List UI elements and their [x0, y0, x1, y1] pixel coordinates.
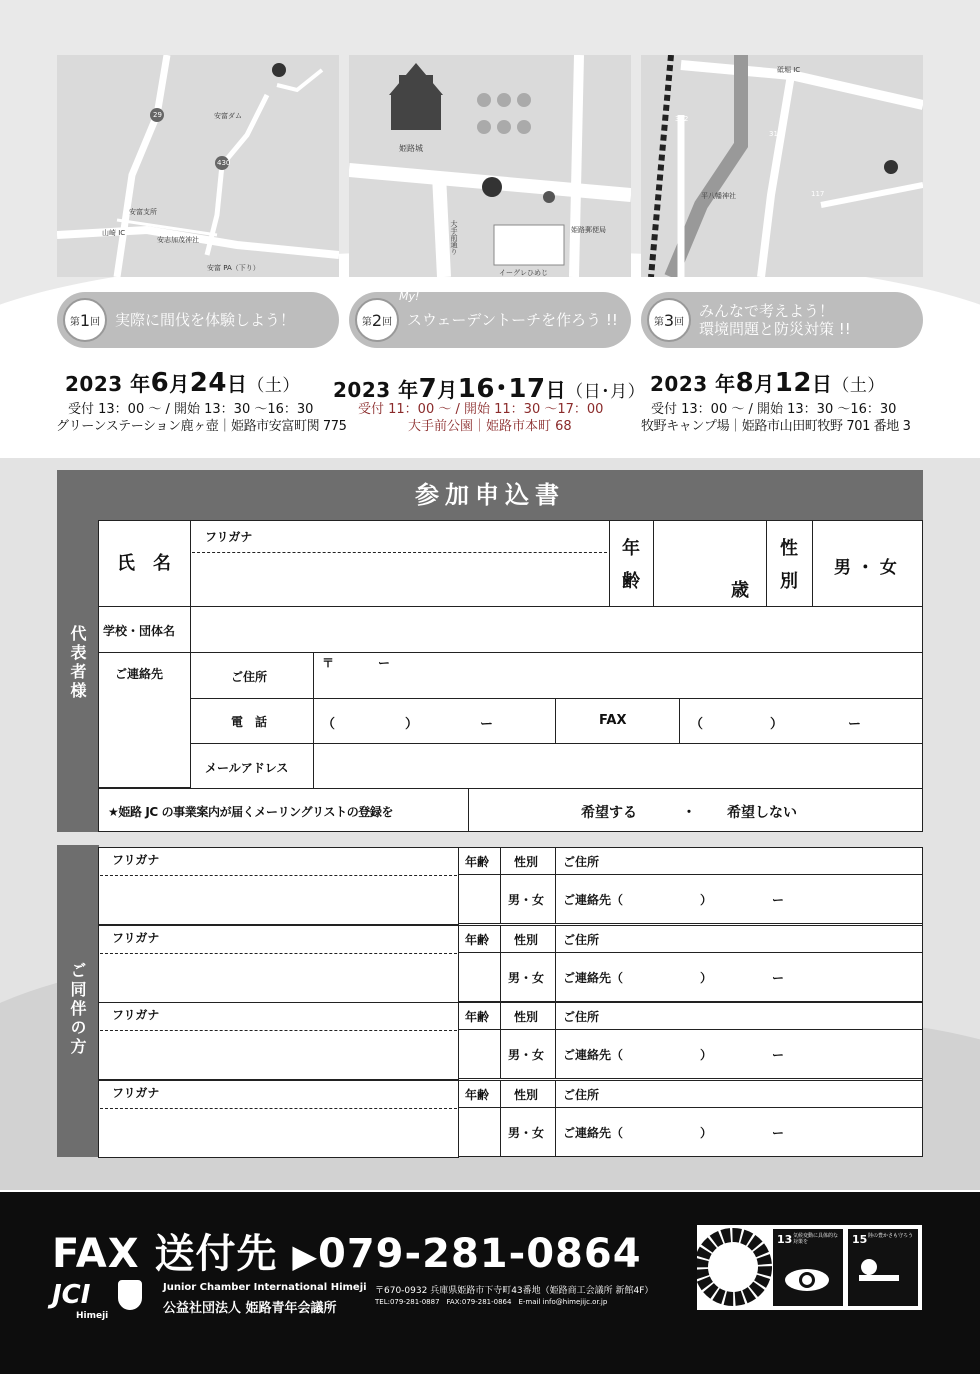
furigana-label: フリガナ [112, 1086, 160, 1100]
furigana-divider [100, 875, 457, 876]
mail-input[interactable] [313, 743, 923, 789]
sdg13-text: 気候変動に具体的な対策を [793, 1233, 839, 1245]
sex-label: 別 [780, 571, 798, 592]
companion-address-input[interactable] [555, 1080, 923, 1108]
furigana-divider [100, 953, 457, 954]
map-label: 姫路郵便局 [571, 226, 606, 234]
jci-emblem-icon [118, 1280, 142, 1310]
arrow-right-icon: ▶ [292, 1237, 319, 1275]
companion-contact-label: ご連絡先（ [563, 893, 624, 907]
map-2-roads [349, 55, 631, 277]
companion-contact-dash: ー [772, 971, 785, 985]
map-label: 姫路城 [399, 144, 423, 153]
furigana-label: フリガナ [112, 853, 160, 867]
tel-paren-open: （ [322, 717, 336, 732]
companion-address-label: ご住所 [563, 855, 600, 869]
companion-age-label: 年齢 [465, 1010, 490, 1024]
companion-contact-dash: ー [772, 893, 785, 907]
jci-logo: JCI [52, 1280, 91, 1310]
postal-mark: 〒 [322, 656, 335, 670]
sex-label: 性 [780, 538, 798, 559]
furigana-divider [100, 1030, 457, 1031]
fax-input[interactable] [679, 698, 923, 744]
companion-address-input[interactable] [555, 847, 923, 875]
event-3-title-bar [641, 292, 923, 348]
event-title: スウェーデントーチを作ろう !! [407, 311, 618, 329]
event-title: 実際に間伐を体験しよう！ [115, 311, 296, 329]
org-name-en: Junior Chamber International Himeji [163, 1282, 367, 1293]
map-label: 平八幡神社 [701, 192, 736, 200]
companion-sex-options-label: 男・女 [508, 1126, 545, 1140]
event-2-time: 受付 11：00 ～ / 開始 11：30 ～17：00 [358, 402, 604, 417]
companion-age-label: 年齢 [465, 855, 490, 869]
companion-address-input[interactable] [555, 925, 923, 953]
map-label: 安富支所 [129, 208, 157, 216]
road-number: 29 [153, 111, 162, 119]
event-title: みんなで考えよう！ 環境問題と防災対策 !! [699, 302, 851, 338]
companion-sex-label: 性別 [514, 855, 539, 869]
companion-age-input[interactable] [458, 1107, 501, 1157]
org-name-jp: 公益社団法人 姫路青年会議所 [163, 1301, 337, 1316]
companion-address-input[interactable] [555, 1002, 923, 1030]
tel-input[interactable] [313, 698, 556, 744]
companion-section-label: ご同伴の方 [68, 962, 87, 1057]
companion-sex-options-label: 男・女 [508, 971, 545, 985]
companion-contact-paren-close: ） [700, 971, 713, 985]
map-3-roads [641, 55, 923, 277]
sdg13-number: 13 [777, 1233, 793, 1246]
map-event-1 [57, 55, 339, 277]
age-input[interactable] [653, 520, 767, 607]
sdg15-number: 15 [852, 1233, 868, 1246]
name-label: 氏 名 [117, 553, 171, 574]
furigana-label: フリガナ [112, 931, 160, 945]
tel-label: 電 話 [231, 715, 268, 729]
map-label: 大手前通り [450, 220, 458, 255]
road-number: 312 [769, 130, 783, 138]
contact-label: ご連絡先 [115, 667, 164, 681]
mailing-label: ★姫路 JC の事業案内が届くメーリングリストの登録を [108, 805, 394, 819]
name-input[interactable] [190, 520, 610, 607]
companion-sex-options-label: 男・女 [508, 893, 545, 907]
sdg-badges [697, 1225, 922, 1310]
companion-sex-label: 性別 [514, 1088, 539, 1102]
furigana-label: フリガナ [205, 530, 253, 544]
companion-age-input[interactable] [458, 874, 501, 924]
companion-contact-paren-close: ） [700, 1048, 713, 1062]
event-2-title-bar [349, 292, 631, 348]
mail-label: メールアドレス [205, 761, 289, 775]
fax-destination-number: 079-281-0864 [318, 1231, 642, 1277]
road-number: 430 [217, 159, 231, 167]
map-event-2 [349, 55, 631, 277]
sex-options-label: 男 ・ 女 [834, 558, 897, 578]
fax-paren-close: ） [770, 717, 784, 732]
org-address: 〒670-0932 兵庫県姫路市下寺町43番地（姫路商工会議所 新館4F） [375, 1286, 654, 1296]
companion-contact-label: ご連絡先（ [563, 1126, 624, 1140]
event-1-title-bar [57, 292, 339, 348]
age-unit: 歳 [731, 580, 749, 601]
map-label: 山崎 IC [102, 229, 126, 237]
event-3-place: 牧野キャンプ場｜姫路市山田町牧野 701 番地 3 [641, 419, 911, 434]
address-input[interactable] [313, 652, 923, 699]
wish-yes-option[interactable]: 希望する [581, 805, 637, 821]
companion-contact-label: ご連絡先（ [563, 1048, 624, 1062]
furigana-divider [192, 552, 607, 553]
map-label: イーグレひめじ [499, 269, 548, 277]
companion-contact-dash: ー [772, 1126, 785, 1140]
fax-label: FAX [599, 713, 627, 728]
event-2-date: 2023 年7月16･17日（日･月） [333, 374, 646, 404]
companion-contact-dash: ー [772, 1048, 785, 1062]
companion-contact-paren-close: ） [700, 1126, 713, 1140]
road-number: 117 [811, 190, 825, 198]
jci-logo-sub: Himeji [76, 1311, 109, 1321]
tel-paren-close: ） [405, 717, 419, 732]
companion-sex-options-label: 男・女 [508, 1048, 545, 1062]
postal-dash: ー [378, 656, 391, 670]
fax-destination [52, 1222, 642, 1279]
age-label: 齢 [622, 571, 640, 592]
wish-no-option[interactable]: 希望しない [727, 805, 797, 821]
option-separator: ・ [682, 805, 696, 821]
school-label: 学校・団体名 [103, 624, 176, 638]
event-1-date: 2023 年6月24日（土） [65, 368, 300, 398]
tel-dash: ー [480, 717, 494, 732]
org-contact: TEL:079-281-0887 FAX:079-281-0864 E-mail info@himejijc.or.jp [375, 1298, 608, 1306]
fax-dash: ー [848, 717, 862, 732]
school-input[interactable] [190, 606, 923, 653]
address-label: ご住所 [231, 670, 268, 684]
map-label: 安富 PA（下り） [207, 264, 260, 272]
companion-contact-paren-close: ） [700, 893, 713, 907]
furigana-divider [100, 1108, 457, 1109]
companion-address-label: ご住所 [563, 1010, 600, 1024]
event-2-place: 大手前公園｜姫路市本町 68 [408, 419, 572, 434]
rep-section-label: 代表者様 [68, 625, 87, 701]
fax-destination-label: FAX 送付先 [52, 1231, 278, 1277]
form-title: 参加申込書 [57, 470, 923, 520]
event-3-time: 受付 13：00 ～ / 開始 13：30 ～16：30 [651, 402, 897, 417]
furigana-label: フリガナ [112, 1008, 160, 1022]
map-label: 砥堀 IC [777, 66, 801, 74]
companion-contact-label: ご連絡先（ [563, 971, 624, 985]
round-badge: 第 3 回 [647, 298, 691, 342]
age-label: 年 [622, 538, 640, 559]
companion-age-label: 年齢 [465, 933, 490, 947]
companion-age-input[interactable] [458, 952, 501, 1002]
map-event-3 [641, 55, 923, 277]
companion-sex-label: 性別 [514, 933, 539, 947]
round-badge: 第 1 回 [63, 298, 107, 342]
companion-sex-label: 性別 [514, 1010, 539, 1024]
event-1-time: 受付 13：00 ～ / 開始 13：30 ～16：30 [68, 402, 314, 417]
fax-paren-open: （ [690, 717, 704, 732]
road-number: 312 [675, 115, 689, 123]
companion-address-label: ご住所 [563, 1088, 600, 1102]
map-label: 安富ダム [214, 112, 242, 120]
event-1-place: グリーンステーション鹿ヶ壺｜姫路市安富町関 775 [56, 419, 347, 434]
sdg15-text: 陸の豊かさも守ろう [868, 1233, 914, 1239]
companion-age-input[interactable] [458, 1029, 501, 1079]
map-label: 安志加茂神社 [157, 236, 199, 244]
companion-age-label: 年齢 [465, 1088, 490, 1102]
companion-address-label: ご住所 [563, 933, 600, 947]
event-3-date: 2023 年8月12日（土） [650, 368, 885, 398]
round-badge: 第 2 回 [355, 298, 399, 342]
my-label: My! [399, 290, 420, 303]
